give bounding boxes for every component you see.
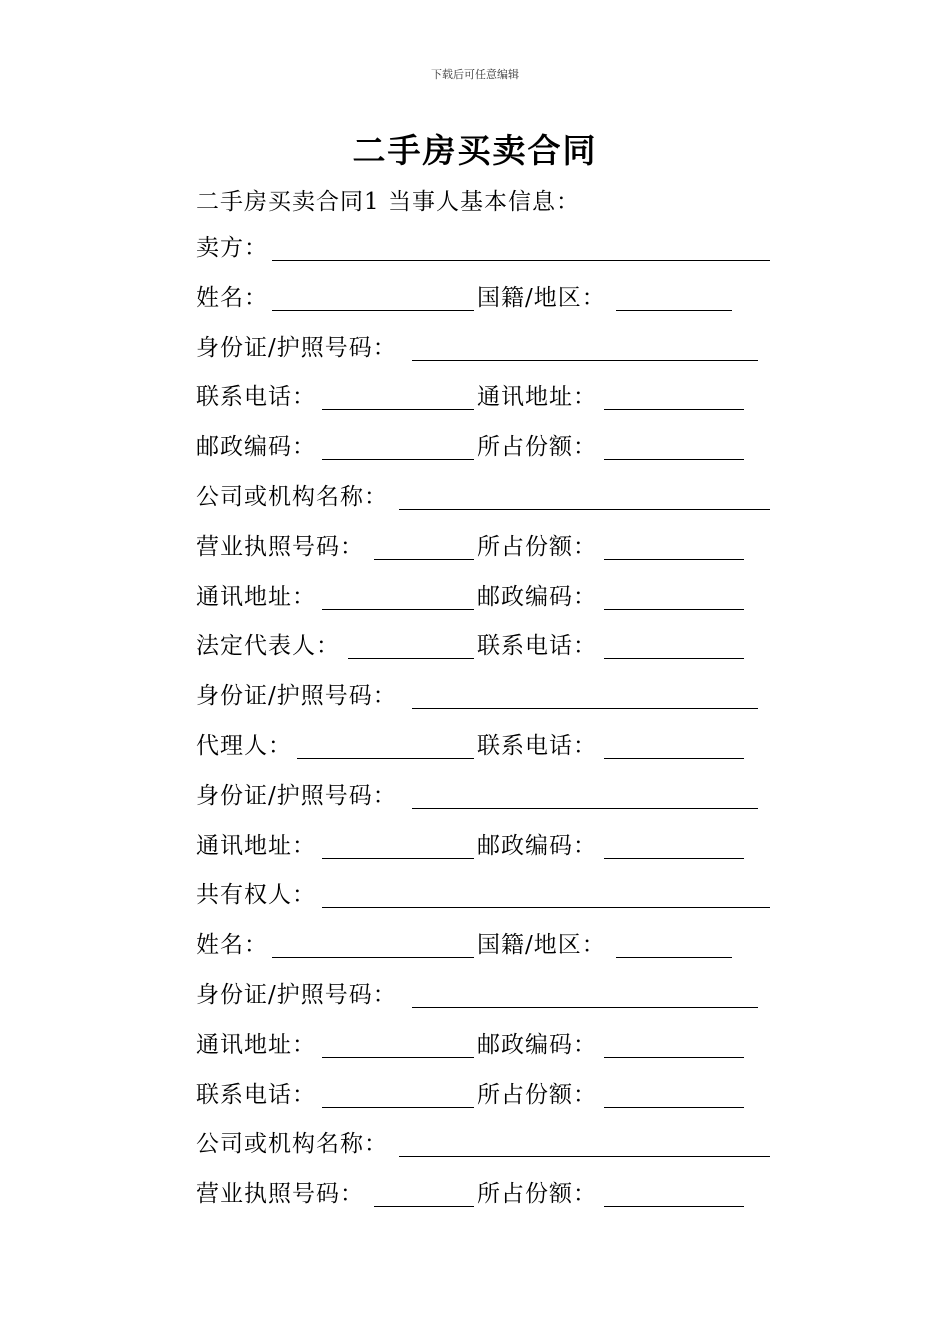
fill-in-blank[interactable] xyxy=(322,409,474,410)
fill-in-blank[interactable] xyxy=(322,459,474,460)
form-row xyxy=(196,482,796,532)
party-info-form xyxy=(196,233,796,1229)
form-row xyxy=(196,1080,796,1130)
field-label: 姓名： xyxy=(196,932,268,959)
fill-in-blank[interactable] xyxy=(322,1107,474,1108)
field-label: 通讯地址： xyxy=(196,832,316,859)
field-label: 邮政编码： xyxy=(196,434,316,461)
form-row xyxy=(196,283,796,333)
fill-in-blank[interactable] xyxy=(616,957,732,958)
fill-in-blank[interactable] xyxy=(604,858,744,859)
field-label: 营业执照号码： xyxy=(196,1181,364,1208)
fill-in-blank[interactable] xyxy=(604,459,744,460)
form-row xyxy=(196,432,796,482)
fill-in-blank[interactable] xyxy=(322,858,474,859)
field-label: 身份证/护照号码： xyxy=(196,782,397,809)
field-label: 卖方： xyxy=(196,235,268,261)
field-label: 所占份额： xyxy=(477,533,597,560)
form-row xyxy=(196,1030,796,1080)
field-label: 所占份额： xyxy=(477,434,597,461)
fill-in-blank[interactable] xyxy=(399,1156,770,1157)
field-label: 法定代表人： xyxy=(196,633,340,660)
field-label: 通讯地址： xyxy=(477,384,597,411)
form-row xyxy=(196,1129,796,1179)
fill-in-blank[interactable] xyxy=(412,1007,758,1008)
field-label: 邮政编码： xyxy=(477,583,597,610)
field-label: 营业执照号码： xyxy=(196,533,364,560)
fill-in-blank[interactable] xyxy=(399,509,770,510)
form-row xyxy=(196,333,796,383)
fill-in-blank[interactable] xyxy=(412,808,758,809)
fill-in-blank[interactable] xyxy=(604,758,744,759)
form-row xyxy=(196,1179,796,1229)
fill-in-blank[interactable] xyxy=(272,310,474,311)
fill-in-blank[interactable] xyxy=(272,260,770,261)
form-row xyxy=(196,631,796,681)
field-label: 身份证/护照号码： xyxy=(196,981,397,1008)
field-label: 邮政编码： xyxy=(477,832,597,859)
field-label: 通讯地址： xyxy=(196,1031,316,1058)
document-title: 二手房买卖合同 xyxy=(352,131,598,170)
field-label: 所占份额： xyxy=(477,1081,597,1108)
form-row xyxy=(196,831,796,881)
fill-in-blank[interactable] xyxy=(374,559,474,560)
field-label: 联系电话： xyxy=(477,732,597,759)
fill-in-blank[interactable] xyxy=(412,708,758,709)
field-label: 姓名： xyxy=(196,284,268,311)
field-label: 公司或机构名称： xyxy=(196,1131,388,1158)
header-note: 下载后可任意编辑 xyxy=(431,68,519,81)
fill-in-blank[interactable] xyxy=(412,360,758,361)
fill-in-blank[interactable] xyxy=(348,658,474,659)
field-label: 联系电话： xyxy=(477,633,597,660)
field-label: 身份证/护照号码： xyxy=(196,334,397,361)
field-label: 国籍/地区： xyxy=(477,284,606,311)
fill-in-blank[interactable] xyxy=(604,1057,744,1058)
field-label: 代理人： xyxy=(196,732,292,759)
form-row xyxy=(196,582,796,632)
field-label: 联系电话： xyxy=(196,1081,316,1108)
field-label: 通讯地址： xyxy=(196,583,316,610)
fill-in-blank[interactable] xyxy=(604,658,744,659)
form-row xyxy=(196,532,796,582)
form-row xyxy=(196,980,796,1030)
field-label: 公司或机构名称： xyxy=(196,483,388,510)
fill-in-blank[interactable] xyxy=(322,907,770,908)
form-row xyxy=(196,880,796,930)
form-row xyxy=(196,731,796,781)
field-label: 共有权人： xyxy=(196,882,316,909)
field-label: 国籍/地区： xyxy=(477,932,606,959)
form-row xyxy=(196,233,796,283)
form-row xyxy=(196,681,796,731)
fill-in-blank[interactable] xyxy=(322,1057,474,1058)
field-label: 身份证/护照号码： xyxy=(196,683,397,710)
form-row xyxy=(196,930,796,980)
field-label: 邮政编码： xyxy=(477,1031,597,1058)
fill-in-blank[interactable] xyxy=(604,1206,744,1207)
field-label: 联系电话： xyxy=(196,384,316,411)
fill-in-blank[interactable] xyxy=(297,758,474,759)
form-row xyxy=(196,781,796,831)
intro-line: 二手房买卖合同1 当事人基本信息： xyxy=(196,189,580,215)
fill-in-blank[interactable] xyxy=(604,609,744,610)
fill-in-blank[interactable] xyxy=(272,957,474,958)
fill-in-blank[interactable] xyxy=(616,310,732,311)
fill-in-blank[interactable] xyxy=(604,1107,744,1108)
fill-in-blank[interactable] xyxy=(322,609,474,610)
field-label: 所占份额： xyxy=(477,1181,597,1208)
fill-in-blank[interactable] xyxy=(374,1206,474,1207)
fill-in-blank[interactable] xyxy=(604,559,744,560)
fill-in-blank[interactable] xyxy=(604,409,744,410)
form-row xyxy=(196,382,796,432)
